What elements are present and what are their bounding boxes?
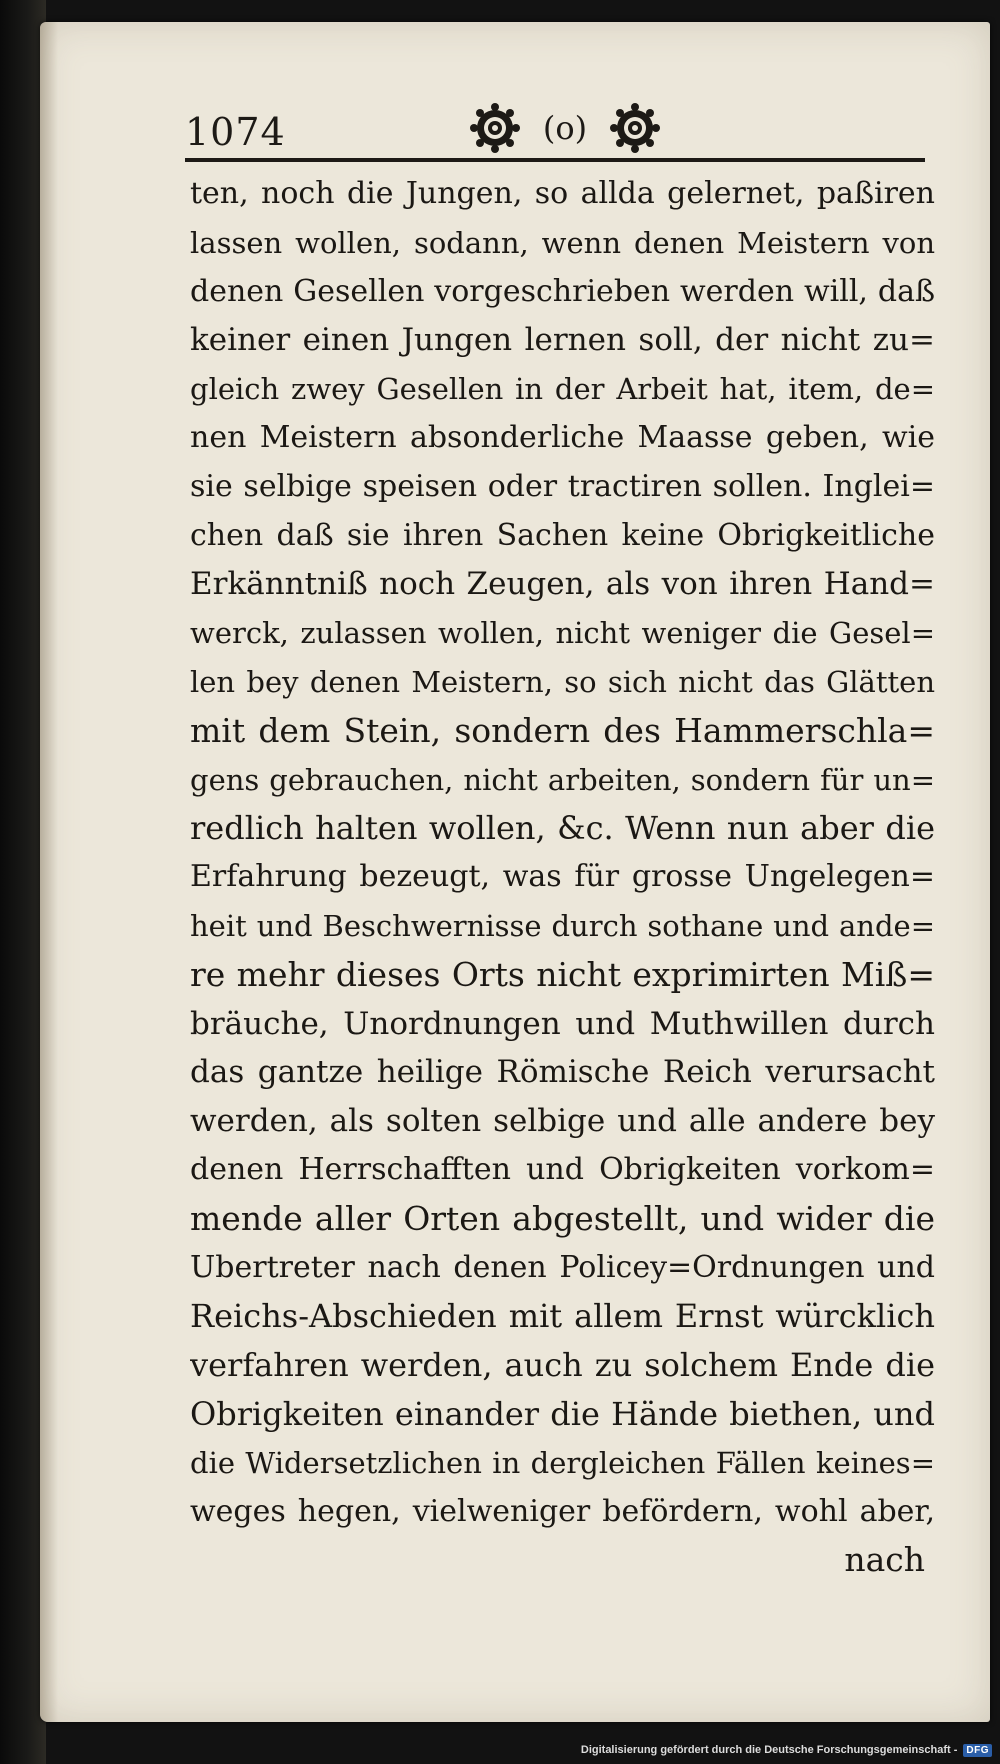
header-marker: (o) [542, 109, 588, 147]
text-line: weges hegen, vielweniger befördern, wohl aber, [190, 1493, 935, 1529]
text-line: die Widersetzlichen in dergleichen Fällen keines= [190, 1445, 935, 1480]
page-header [185, 96, 930, 158]
text-line: verfahren werden, auch zu solchem Ende die [190, 1346, 935, 1385]
flower-ornament-icon [610, 103, 660, 153]
text-line: ten, noch die Jungen, so allda gelernet, paßiren [190, 176, 935, 211]
text-line: nen Meistern absonderliche Maasse geben, wie [190, 419, 935, 455]
text-line: gleich zwey Gesellen in der Arbeit hat, item, de= [190, 372, 935, 407]
header-ornament [465, 100, 665, 156]
text-line: lassen wollen, sodann, wenn denen Meistern von [190, 225, 935, 260]
text-line: keiner einen Jungen lernen soll, der nicht zu= [190, 322, 935, 359]
text-line: gens gebrauchen, nicht arbeiten, sondern für un= [190, 762, 935, 797]
text-line: sie selbige speisen oder tractiren sollen. Inglei= [190, 468, 935, 504]
catchword: nach [844, 1540, 925, 1580]
text-line: mit dem Stein, sondern des Hammerschla= [190, 710, 935, 750]
text-line: Ubertreter nach denen Policey=Ordnungen und [190, 1249, 935, 1285]
text-line: re mehr dieses Orts nicht exprimirten Miß= [190, 954, 935, 994]
footer-credit: Digitalisierung gefördert durch die Deutsche Forschungsgemeinschaft - [580, 1744, 958, 1756]
header-rule [185, 158, 925, 162]
body-text [190, 170, 935, 1585]
page-number: 1074 [185, 110, 286, 154]
text-line: Erfahrung bezeugt, was für grosse Ungelegen= [190, 859, 935, 895]
text-line: redlich halten wollen, &c. Wenn nun aber die [190, 809, 935, 848]
text-line: denen Herrschafften und Obrigkeiten vorkom= [190, 1151, 935, 1187]
dfg-logo: DFG [963, 1744, 992, 1757]
text-line: Obrigkeiten einander die Hände biethen, und [190, 1394, 935, 1433]
text-line: Reichs-Abschieden mit allem Ernst würcklich [190, 1297, 935, 1336]
text-line: heit und Beschwernisse durch sothane und ande= [190, 908, 935, 943]
text-line: werck, zulassen wollen, nicht weniger die Gesel= [190, 616, 935, 651]
text-line: chen daß sie ihren Sachen keine Obrigkeitliche [190, 517, 935, 553]
text-line: werden, als solten selbige und alle andere bey [190, 1103, 935, 1140]
text-line: len bey denen Meistern, so sich nicht das Glätten [190, 664, 935, 699]
flower-ornament-icon [470, 103, 520, 153]
text-line: mende aller Orten abgestellt, und wider die [190, 1198, 935, 1238]
digitization-footer [581, 1740, 992, 1760]
text-line: das gantze heilige Römische Reich verursacht [190, 1054, 935, 1091]
page-edge-shading [40, 22, 58, 1722]
text-line: bräuche, Unordnungen und Muthwillen durch [190, 1005, 935, 1042]
text-line: Erkänntniß noch Zeugen, als von ihren Hand= [190, 566, 935, 603]
text-line: denen Gesellen vorgeschrieben werden will, daß [190, 273, 935, 309]
